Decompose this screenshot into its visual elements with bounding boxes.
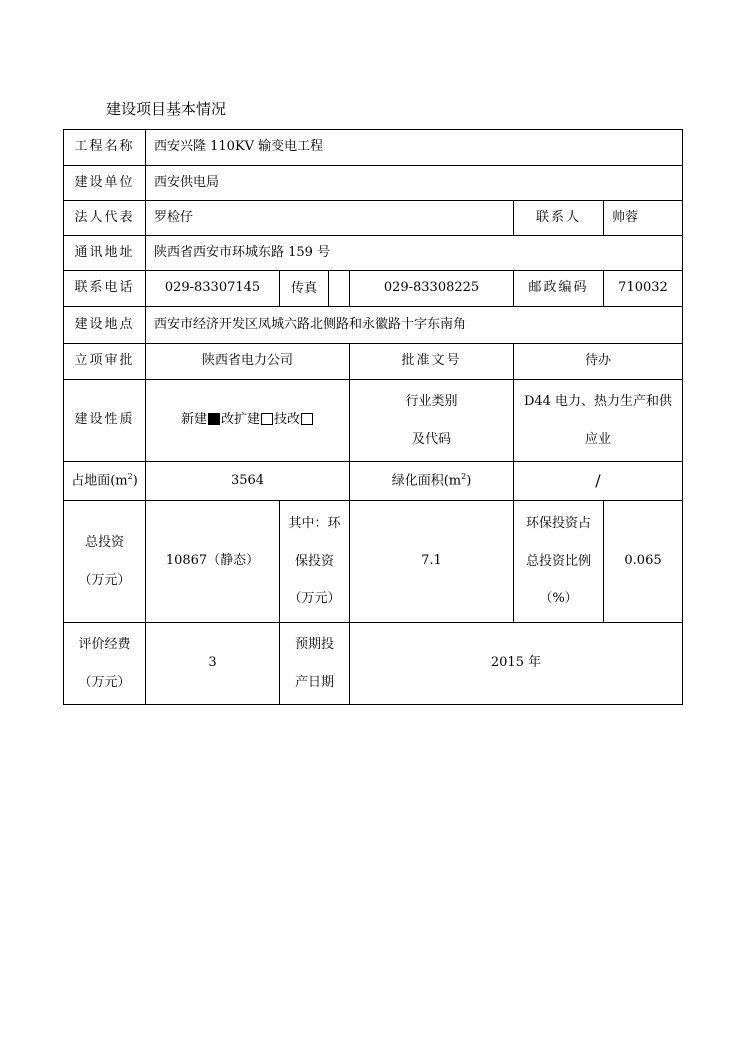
option-new-label: 新建	[180, 412, 207, 428]
env-investment-label-line: 保投资	[294, 553, 334, 569]
green-area-value: /	[514, 462, 683, 501]
legal-rep-label: 法人代表	[64, 201, 146, 236]
address-label: 通讯地址	[64, 236, 146, 271]
approval-value: 陕西省电力公司	[146, 344, 350, 380]
section-heading: 建设项目基本情况	[106, 100, 227, 118]
checked-box-icon	[208, 413, 220, 425]
table-row	[64, 623, 683, 705]
area-label-text: 占地面(m	[71, 473, 128, 489]
phone-label: 联系电话	[64, 271, 146, 307]
fee-label-line: 评价经费	[78, 636, 131, 652]
env-ratio-label-line: 环保投资占	[525, 515, 591, 531]
fax-value: 029-83308225	[350, 271, 514, 307]
option-tech-label: 技改	[274, 412, 301, 428]
env-ratio-label	[514, 501, 604, 623]
fee-value: 3	[146, 623, 280, 705]
table-row	[64, 201, 683, 236]
contact-label: 联系人	[514, 201, 604, 236]
table-row	[64, 271, 683, 307]
construction-unit-value: 西安供电局	[146, 166, 683, 201]
area-label-end: )	[132, 473, 138, 489]
fax-label: 传真	[280, 271, 329, 306]
project-name-value: 西安兴隆 110KV 输变电工程	[146, 130, 683, 166]
table-row	[64, 344, 683, 380]
green-label-sup: 2	[461, 472, 467, 482]
env-investment-label	[280, 501, 350, 623]
legal-rep-value: 罗检仔	[146, 201, 514, 236]
env-ratio-label-line: （%）	[539, 591, 578, 607]
project-name-label: 工程名称	[64, 130, 146, 166]
phone-number: 029-83307145	[164, 280, 261, 296]
approval-label: 立项审批	[64, 344, 146, 380]
env-ratio-label-line: 总投资比例	[525, 553, 591, 569]
nature-options	[146, 380, 350, 462]
postal-code-value: 710032	[604, 271, 683, 307]
address-value: 陕西省西安市环城东路 159 号	[146, 236, 683, 271]
area-label	[64, 462, 146, 501]
investment-value: 10867（静态）	[146, 501, 280, 623]
investment-label-line: （万元）	[78, 572, 131, 588]
industry-value-line: 应业	[584, 431, 611, 447]
industry-label-line: 行业类别	[405, 393, 458, 409]
industry-label-line: 及代码	[411, 431, 451, 447]
contact-value: 帅蓉	[604, 201, 683, 236]
table-row	[64, 501, 683, 623]
option-expand-label: 改扩建	[220, 412, 260, 428]
table-row	[64, 307, 683, 344]
industry-label	[350, 380, 514, 462]
production-date-value: 2015 年	[350, 623, 683, 705]
approval-doc-label: 批准文号	[350, 344, 514, 380]
location-label: 建设地点	[64, 307, 146, 344]
env-investment-label-line: （万元）	[288, 591, 341, 607]
env-ratio-value: 0.065	[604, 501, 683, 623]
production-date-label-line: 产日期	[294, 674, 334, 690]
green-label-text: 绿化面积(m	[391, 473, 462, 489]
construction-unit-label: 建设单位	[64, 166, 146, 201]
fee-label	[64, 623, 146, 705]
fax-cell	[280, 271, 350, 307]
area-value: 3564	[146, 462, 350, 501]
industry-value	[514, 380, 683, 462]
nature-label: 建设性质	[64, 380, 146, 462]
investment-label	[64, 501, 146, 623]
approval-doc-value: 待办	[514, 344, 683, 380]
table-row	[64, 130, 683, 166]
production-date-label-line: 预期投	[294, 636, 334, 652]
unchecked-box-icon	[301, 413, 313, 425]
table-row	[64, 166, 683, 201]
investment-label-line: 总投资	[84, 534, 124, 550]
green-label-end: )	[466, 473, 472, 489]
table-row	[64, 236, 683, 271]
env-investment-value: 7.1	[350, 501, 514, 623]
area-label-sup: 2	[127, 472, 133, 482]
project-info-table	[63, 129, 683, 705]
unchecked-box-icon	[261, 413, 273, 425]
postal-code-label: 邮政编码	[514, 271, 604, 307]
green-area-label	[350, 462, 514, 501]
table-row	[64, 462, 683, 501]
location-value: 西安市经济开发区凤城六路北侧路和永徽路十字东南角	[146, 307, 683, 344]
production-date-label	[280, 623, 350, 705]
phone-value	[146, 271, 280, 307]
table-row	[64, 380, 683, 462]
fee-label-line: （万元）	[78, 674, 131, 690]
industry-value-line: D44 电力、热力生产和供	[523, 393, 673, 409]
env-investment-label-line: 其中：环	[288, 515, 341, 531]
